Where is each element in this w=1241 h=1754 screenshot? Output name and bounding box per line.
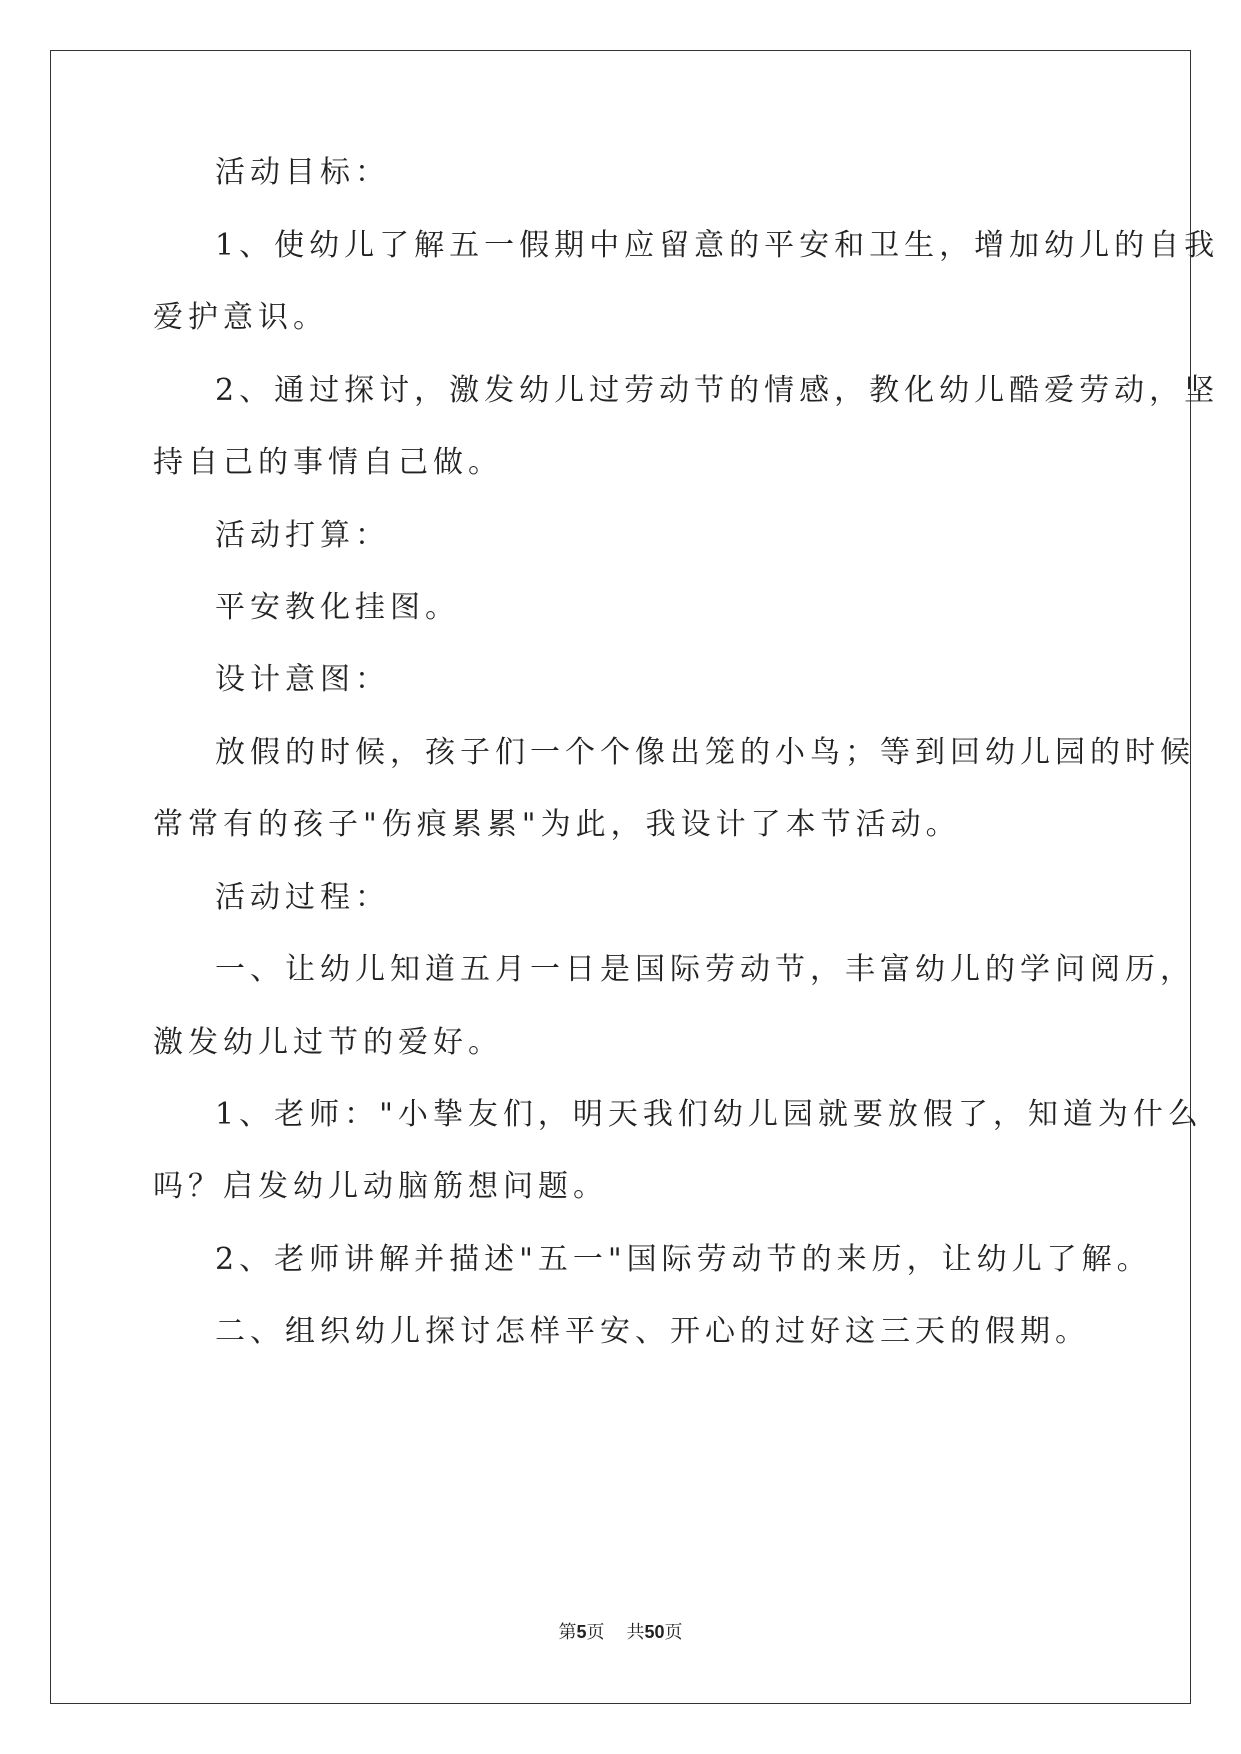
paragraph-line: 二、组织幼儿探讨怎样平安、开心的过好这三天的假期。 [215, 1314, 1090, 1349]
paragraph-line: 2、通过探讨，激发幼儿过劳动节的情感，教化幼儿酷爱劳动，坚 [215, 373, 1220, 408]
paragraph-line: 持自己的事情自己做。 [153, 445, 503, 480]
paragraph-line: 吗？启发幼儿动脑筋想问题。 [153, 1169, 608, 1204]
heading-design-intent: 设计意图： [215, 662, 390, 697]
paragraph-line: 放假的时候，孩子们一个个像出笼的小鸟；等到回幼儿园的时候 [215, 735, 1195, 770]
paragraph-line: 激发幼儿过节的爱好。 [153, 1025, 503, 1060]
page-unit: 页 [586, 1622, 605, 1642]
current-page-number: 5 [576, 1622, 587, 1642]
paragraph-line: 爱护意识。 [153, 300, 328, 335]
page-footer [0, 1620, 1241, 1644]
total-page-number: 50 [644, 1622, 665, 1642]
paragraph-line: 2、老师讲解并描述"五一"国际劳动节的来历，让幼儿了解。 [215, 1242, 1152, 1277]
heading-activity-process: 活动过程： [215, 880, 390, 915]
page-prefix: 第 [558, 1622, 577, 1642]
paragraph-line: 1、老师："小挚友们，明天我们幼儿园就要放假了，知道为什么 [215, 1097, 1203, 1132]
paragraph-line: 1、使幼儿了解五一假期中应留意的平安和卫生，增加幼儿的自我 [215, 228, 1220, 263]
total-unit: 页 [664, 1622, 683, 1642]
paragraph-line: 常常有的孩子"伤痕累累"为此，我设计了本节活动。 [153, 807, 961, 842]
paragraph-line: 平安教化挂图。 [215, 590, 460, 625]
heading-activity-preparation: 活动打算： [215, 518, 390, 553]
heading-activity-goals: 活动目标： [215, 155, 390, 190]
paragraph-line: 一、让幼儿知道五月一日是国际劳动节，丰富幼儿的学问阅历， [215, 952, 1195, 987]
total-prefix: 共 [626, 1622, 645, 1642]
